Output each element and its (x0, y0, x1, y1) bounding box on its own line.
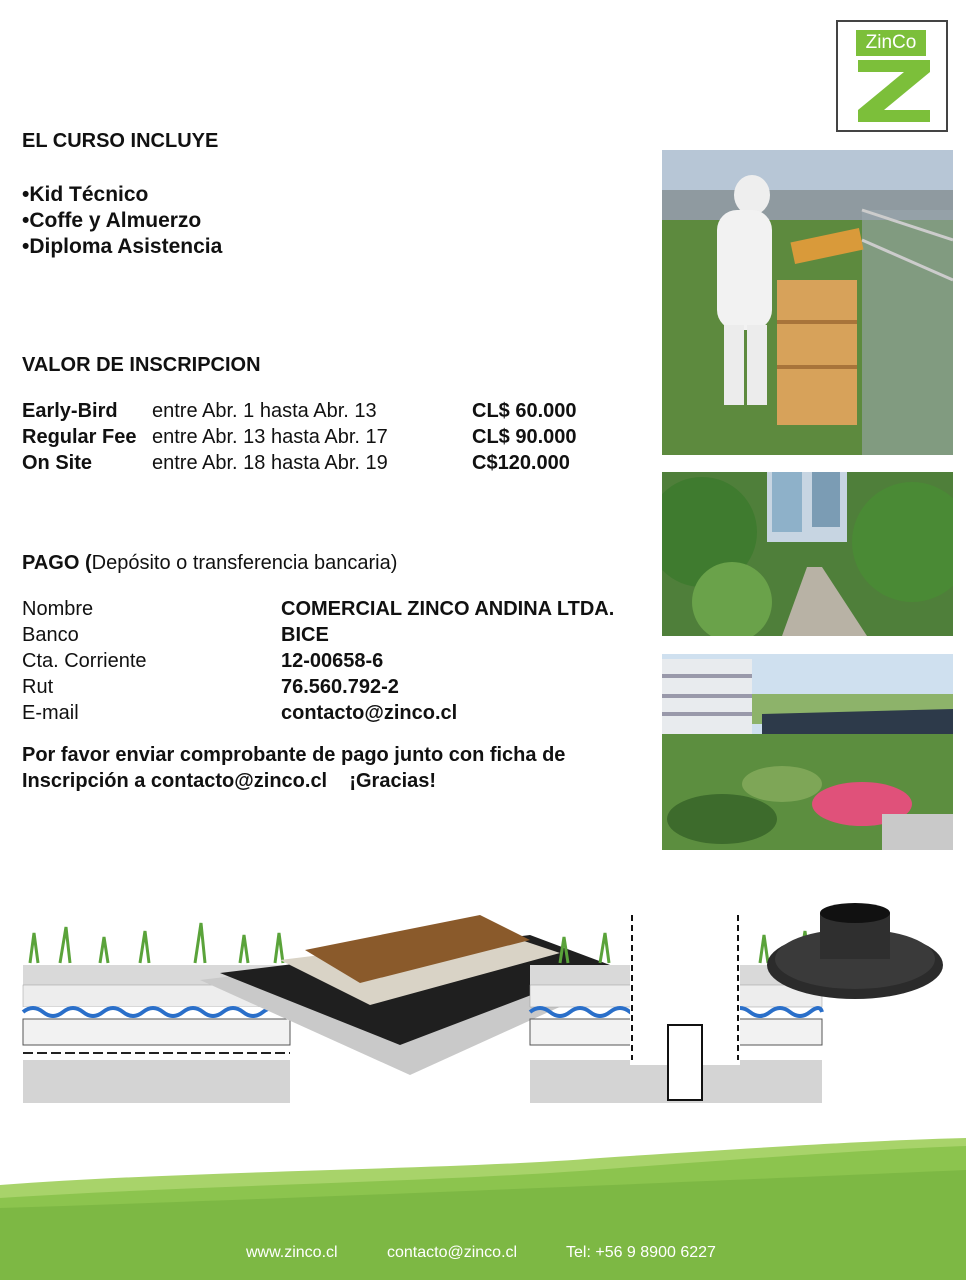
green-roof-system-diagram (20, 895, 950, 1110)
course-item: •Coffe y Almuerzo (22, 209, 202, 232)
payment-note (22, 742, 642, 794)
price-label: Early-Bird (22, 400, 118, 422)
bank-row (22, 674, 614, 700)
course-item: •Kid Técnico (22, 183, 149, 206)
course-item: •Diploma Asistencia (22, 235, 223, 258)
price-row (22, 450, 577, 476)
bank-key: Banco (22, 624, 79, 646)
bank-value: 76.560.792-2 (281, 676, 399, 698)
price-value: CL$ 60.000 (472, 400, 577, 422)
logo-wordmark: ZinCo (856, 30, 926, 56)
payment-heading-rest: Depósito o transferencia bancaria) (91, 552, 398, 574)
footer-phone: Tel: +56 9 8900 6227 (566, 1244, 716, 1261)
price-row (22, 398, 577, 424)
bank-details (22, 596, 614, 726)
bank-row (22, 700, 614, 726)
footer-email[interactable]: contacto@zinco.cl (387, 1244, 518, 1261)
zinco-logo (836, 20, 948, 132)
bank-value: COMERCIAL ZINCO ANDINA LTDA. (281, 598, 615, 620)
green-roof-solar-photo (662, 654, 953, 850)
course-items (22, 182, 222, 260)
price-table (22, 398, 577, 476)
footer-website[interactable]: www.zinco.cl (246, 1244, 338, 1261)
bank-row (22, 622, 614, 648)
logo-z-icon (856, 60, 932, 122)
price-label: On Site (22, 452, 93, 474)
price-label: Regular Fee (22, 426, 137, 448)
bank-key: Rut (22, 676, 54, 698)
price-dates: entre Abr. 18 hasta Abr. 19 (152, 452, 388, 474)
bank-key: E-mail (22, 702, 79, 724)
price-value: CL$ 90.000 (472, 426, 577, 448)
bank-value: 12-00658-6 (281, 650, 384, 672)
payment-heading-bold: PAGO ( (22, 552, 92, 574)
payment-heading (22, 552, 397, 575)
bank-row (22, 596, 614, 622)
bank-row (22, 648, 614, 674)
price-dates: entre Abr. 1 hasta Abr. 13 (152, 400, 377, 422)
registration-heading: VALOR DE INSCRIPCION (22, 354, 261, 376)
payment-note-line: Inscripción a contacto@zinco.cl ¡Gracias! (22, 770, 437, 792)
beekeeper-rooftop-photo (662, 150, 953, 455)
course-heading: EL CURSO INCLUYE (22, 130, 219, 152)
price-value: C$120.000 (472, 452, 570, 474)
bank-key: Cta. Corriente (22, 650, 147, 672)
elevated-park-photo (662, 472, 953, 636)
bank-value: contacto@zinco.cl (281, 702, 458, 724)
price-dates: entre Abr. 13 hasta Abr. 17 (152, 426, 388, 448)
bank-key: Nombre (22, 598, 94, 620)
footer-contact (0, 1244, 966, 1268)
bank-value: BICE (281, 624, 329, 646)
price-row (22, 424, 577, 450)
payment-note-line: Por favor enviar comprobante de pago junto con ficha de (22, 744, 566, 766)
